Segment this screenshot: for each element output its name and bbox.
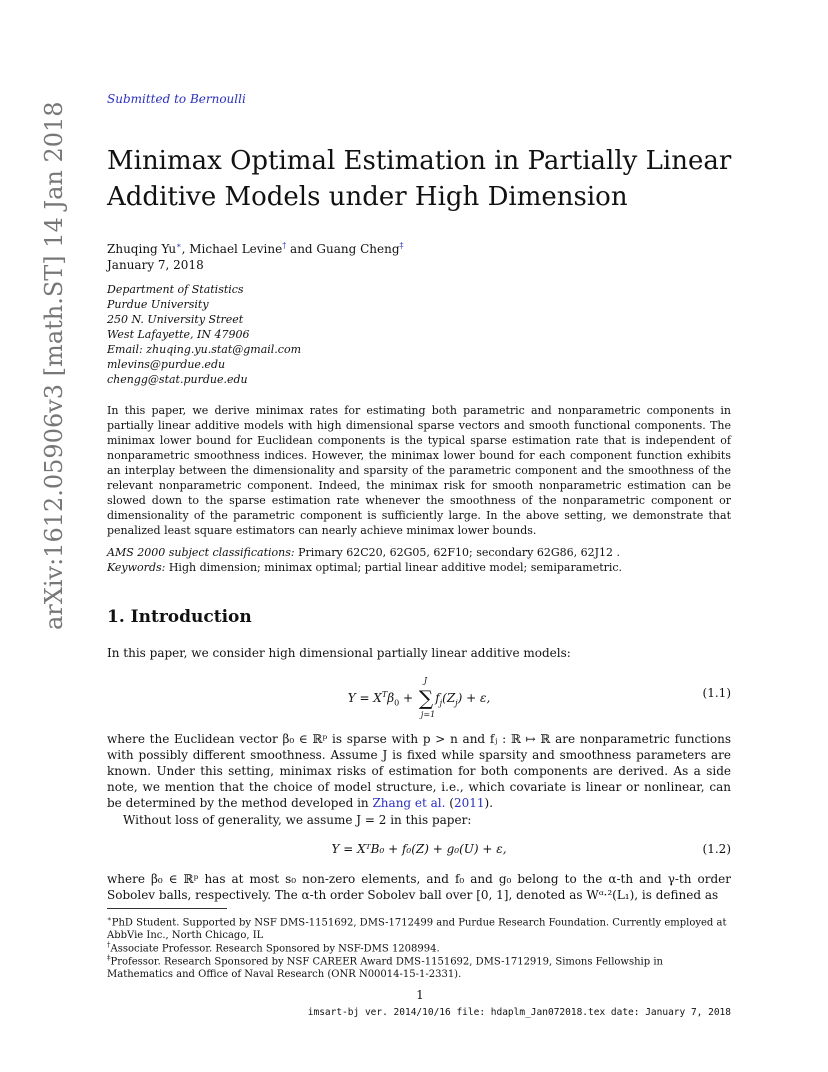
summation-symbol: ∑ J j=1 — [418, 676, 436, 719]
imsart-footer: imsart-bj ver. 2014/10/16 file: hdaplm_Jan072018.tex date: January 7, 2018 — [307, 1007, 731, 1018]
keywords — [107, 560, 731, 575]
equation-number: (1.1) — [702, 686, 731, 700]
footnote-link[interactable]: ‡ — [399, 241, 404, 250]
section-heading: 1. Introduction — [107, 607, 252, 627]
intro-paragraph-3: Without loss of generality, we assume J = 2 in this paper: — [123, 813, 472, 827]
author-name: Zhuqing Yu — [107, 242, 177, 256]
footnote-link[interactable]: † — [282, 241, 287, 250]
footnote-3: ‡Professor. Research Sponsored by NSF CAREER Award DMS-1151692, DMS-1712919, Simons Fellowship in Mathematics and Office of Naval Research (ONR N00014-15-1-2331). — [107, 954, 663, 981]
citation-year-link[interactable]: 2011 — [453, 796, 485, 810]
footnote-link[interactable]: ∗ — [176, 241, 182, 250]
intro-paragraph-4: where β₀ ∈ ℝᵖ has at most s₀ non-zero elements, and f₀ and g₀ belong to the α-th and γ-th order Sobolev balls, respectively. The α-th order Sobolev ball over [0, 1], denoted as Wᵅ·²(L₁), is defined as — [107, 872, 731, 902]
equation-body: $Y = X^T\beta_0$ + ∑ J j=1 $f_j(Z_j) + \varepsilon$, — [347, 676, 491, 719]
equation-1-2 — [107, 842, 731, 860]
ams-codes: Primary 62C20, 62G05, 62F10; secondary 62G86, 62J12 . — [294, 546, 621, 559]
footnote-rule — [107, 908, 227, 909]
affiliation-line: Purdue University — [107, 298, 209, 311]
equation-body: Y = XᵀB₀ + f₀(Z) + g₀(U) + ε, — [331, 842, 507, 856]
ams-label: AMS 2000 subject classifications: — [107, 546, 295, 559]
abstract: In this paper, we derive minimax rates for estimating both parametric and nonparametric components in partially linear additive models with high dimensional sparse vectors and smooth functional components. The minimax lower bound for Euclidean components is the typical sparse estimation rate that is independent of nonparametric smoothness indices. However, the minimax lower bound for each component function exhibits an interplay between the dimensionality and sparsity of the parametric component and the smoothness of the relevant nonparametric component. Indeed, the minimax risk for smooth nonparametric estimation can be slowed down to the sparse estimation rate whenever the smoothness of the nonparametric component or dimensionality of the parametric component is sufficiently large. In the above setting, we demonstrate that penalized least square estimators can nearly achieve minimax lower bounds. — [107, 404, 731, 537]
arxiv-identifier: arXiv:1612.05906v3 [math.ST] 14 Jan 2018 — [40, 101, 68, 630]
affiliation-line: Department of Statistics — [107, 283, 244, 296]
footnote-2: †Associate Professor. Research Sponsored by NSF-DMS 1208994. — [107, 941, 440, 955]
paper-date: January 7, 2018 — [107, 258, 204, 272]
classification-block — [107, 545, 731, 575]
affiliation-line: 250 N. University Street — [107, 313, 244, 326]
citation-link[interactable]: Zhang et al. — [372, 796, 446, 810]
affiliation-line: chengg@stat.purdue.edu — [107, 373, 248, 386]
ams-classification — [107, 545, 731, 560]
keywords-label: Keywords: — [107, 561, 166, 574]
affiliation-block — [107, 282, 301, 387]
author-list — [107, 241, 404, 256]
intro-paragraph-1: In this paper, we consider high dimensional partially linear additive models: — [107, 646, 571, 660]
page-number: 1 — [416, 988, 424, 1002]
equation-1-1 — [107, 676, 731, 720]
title-line-2: Additive Models under High Dimension — [107, 182, 628, 212]
equation-number: (1.2) — [702, 842, 731, 856]
author-name: and Guang Cheng — [286, 242, 400, 256]
keywords-text: High dimension; minimax optimal; partial linear additive model; semiparametric. — [165, 561, 623, 574]
journal-name[interactable]: Submitted to Bernoulli — [107, 92, 246, 106]
author-name: , Michael Levine — [181, 242, 283, 256]
footnote-1: ∗PhD Student. Supported by NSF DMS-1151692, DMS-1712499 and Purdue Research Foundation. Currently employed at AbbVie Inc., North Chicago, IL — [107, 915, 727, 942]
affiliation-line: mlevins@purdue.edu — [107, 358, 226, 371]
intro-paragraph-2: where the Euclidean vector β₀ ∈ ℝᵖ is sparse with p > n and fⱼ : ℝ ↦ ℝ are nonparametric functions with possibly different smoothness. Assume J is fixed while sparsity and smoothness parameters are known. Under this setting, minimax risks of estimation for both components are derived. As a side note, we mention that the choice of model structure, i.e., which covariate is linear or nonlinear, can be determined by the method developed in Zhang et al. (2011). — [107, 732, 731, 810]
intro-text: where the Euclidean vector β₀ ∈ ℝᵖ is sparse with p > n and fⱼ : ℝ ↦ ℝ are nonparametric functions with possibly different smoothness. Assume J is fixed while sparsity and smoothness parameters are known. Under this setting, minimax risks of estimation for both components are derived. As a side note, we mention that the choice of model structure, i.e., which covariate is linear or nonlinear, can be determined by the method developed in — [107, 732, 731, 810]
affiliation-line: West Lafayette, IN 47906 — [107, 328, 250, 341]
affiliation-line: Email: zhuqing.yu.stat@gmail.com — [107, 343, 302, 356]
title-line-1: Minimax Optimal Estimation in Partially Linear — [107, 146, 732, 176]
paper-title — [107, 143, 747, 215]
